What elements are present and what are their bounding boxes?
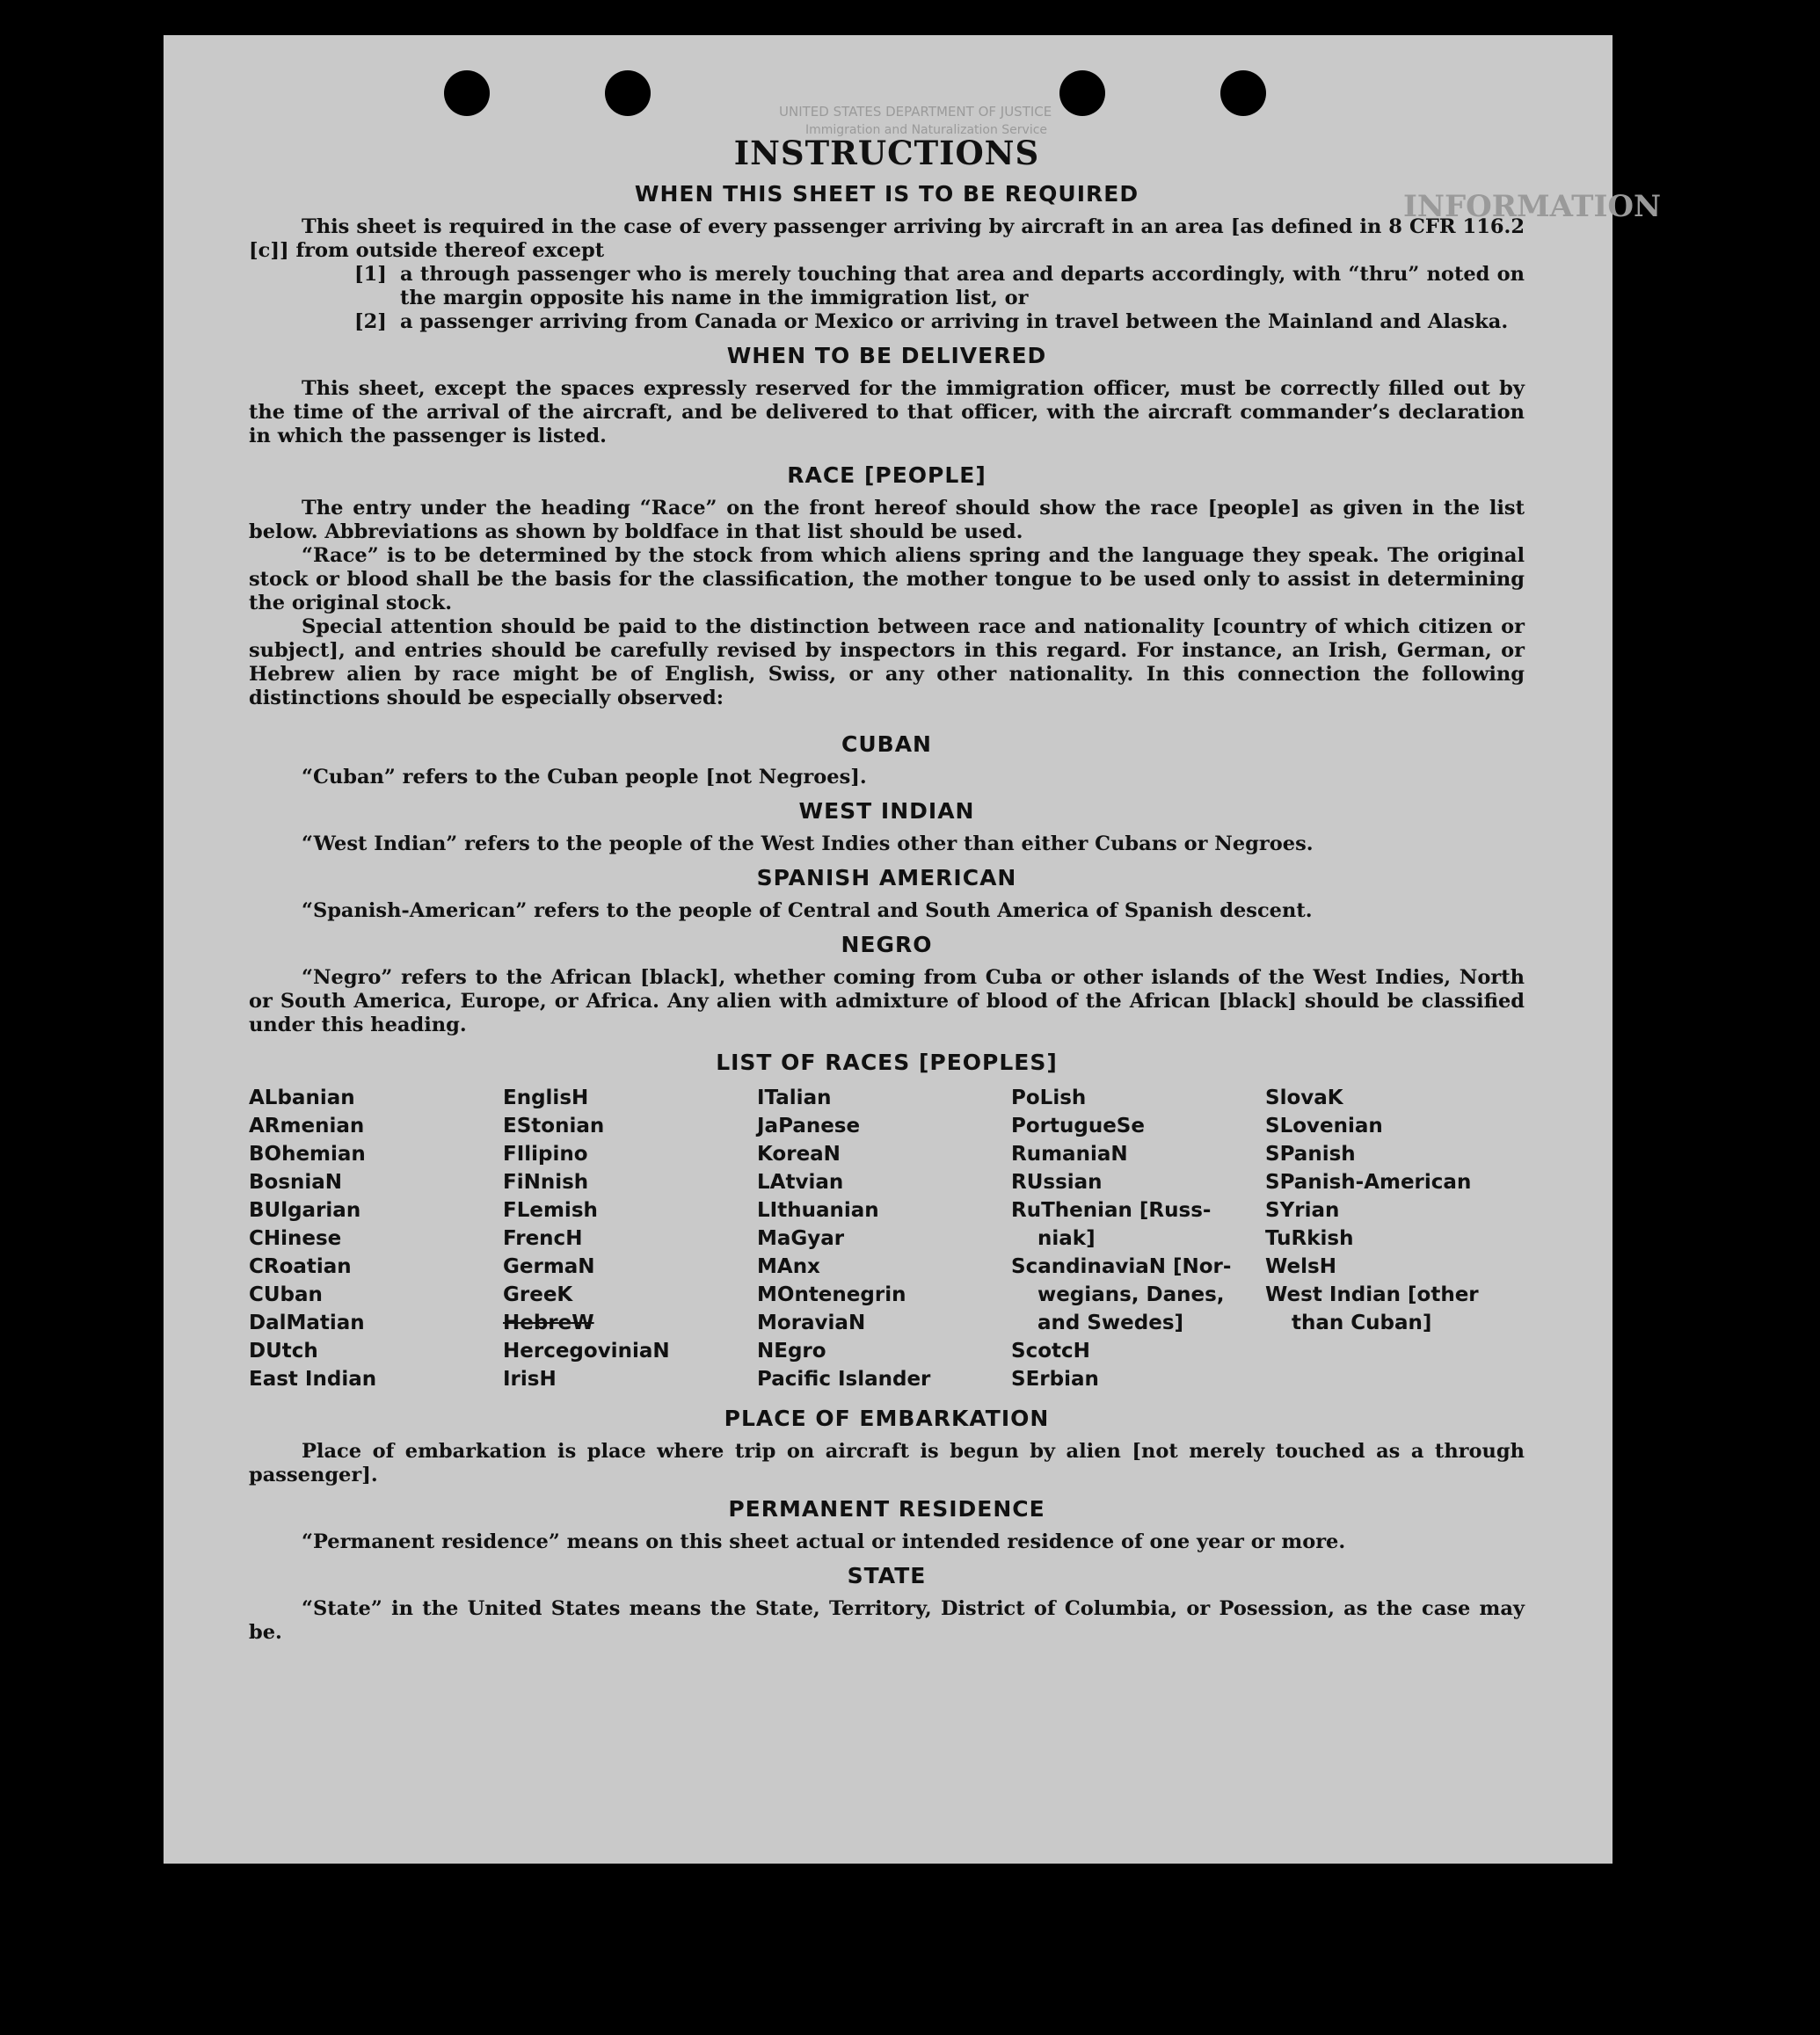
race-column bbox=[249, 1084, 503, 1393]
race-item: RuThenian [Russ- bbox=[1011, 1199, 1212, 1222]
race-item: BosniaN bbox=[249, 1171, 343, 1194]
race-item: MoraviaN bbox=[757, 1312, 866, 1334]
item-text: a passenger arriving from Canada or Mexico or arriving in travel between the Mainland and Alaska. bbox=[400, 310, 1509, 333]
race-item: East Indian bbox=[249, 1368, 377, 1391]
heading-permanent-residence: PERMANENT RESIDENCE bbox=[728, 1496, 1045, 1522]
punch-hole bbox=[1220, 70, 1266, 116]
race-item: MAnx bbox=[757, 1255, 820, 1278]
race-item: LIthuanian bbox=[757, 1199, 879, 1222]
bleed-through-information: INFORMATION bbox=[1403, 189, 1662, 224]
race-column bbox=[1265, 1084, 1519, 1393]
heading-embarkation: PLACE OF EMBARKATION bbox=[724, 1406, 1050, 1431]
punch-hole bbox=[605, 70, 651, 116]
item-text: a through passenger who is merely touching that area and departs accordingly, with “thru” noted on the margin opposite his name in the immigration list, or bbox=[400, 263, 1525, 309]
race-item: PortugueSe bbox=[1011, 1115, 1145, 1137]
heading-delivered: WHEN TO BE DELIVERED bbox=[726, 343, 1047, 368]
punch-hole bbox=[444, 70, 490, 116]
race-item: DUtch bbox=[249, 1340, 318, 1363]
race-item: FiNnish bbox=[503, 1171, 589, 1194]
race-item: KoreaN bbox=[757, 1143, 841, 1166]
race-item: ITalian bbox=[757, 1087, 832, 1109]
race-column bbox=[1011, 1084, 1265, 1393]
race-item: LAtvian bbox=[757, 1171, 844, 1194]
race-item: ALbanian bbox=[249, 1087, 355, 1109]
race-item: BUlgarian bbox=[249, 1199, 361, 1222]
race-item-continued: wegians, Danes, bbox=[1037, 1283, 1225, 1306]
race-item-struck: HebreW bbox=[503, 1312, 594, 1334]
heading-race: RACE [PEOPLE] bbox=[787, 462, 986, 488]
race-item: SlovaK bbox=[1265, 1087, 1343, 1109]
race-item-continued: than Cuban] bbox=[1292, 1312, 1432, 1334]
race-item: GreeK bbox=[503, 1283, 573, 1306]
heading-west-indian: WEST INDIAN bbox=[798, 798, 975, 824]
heading-required: WHEN THIS SHEET IS TO BE REQUIRED bbox=[634, 181, 1139, 207]
race-column bbox=[757, 1084, 1011, 1393]
race-item: EnglisH bbox=[503, 1087, 589, 1109]
race-paragraph: Special attention should be paid to the distinction between race and nationality [country of which citizen or subject], and entries should be carefully revised by inspectors in this regard. For instance, an Irish, German, or Hebrew alien by race might be of English, Swiss, or any other nationality. In this connection the following distinctions should be especially observed: bbox=[249, 615, 1525, 709]
required-intro: This sheet is required in the case of every passenger arriving by aircraft in an area [as defined in 8 CFR 116.2 [c]] from outside thereof except bbox=[249, 215, 1525, 262]
heading-negro: NEGRO bbox=[841, 932, 933, 957]
race-item: SLovenian bbox=[1265, 1115, 1383, 1137]
west-indian-text: “West Indian” refers to the people of the West Indies other than either Cubans or Negroes. bbox=[302, 832, 1314, 855]
bleed-through-agency: UNITED STATES DEPARTMENT OF JUSTICE bbox=[779, 104, 1052, 120]
item-number: [1] bbox=[354, 263, 387, 286]
punch-hole bbox=[1059, 70, 1105, 116]
race-paragraph: “Race” is to be determined by the stock from which aliens spring and the language they speak. The original stock or blood shall be the basis for the classification, the mother tongue to be used only to assist in determining the original stock. bbox=[249, 544, 1525, 614]
heading-state: STATE bbox=[847, 1563, 927, 1588]
exception-item bbox=[249, 310, 1525, 334]
exception-item bbox=[249, 263, 1525, 310]
heading-list-of-races: LIST OF RACES [PEOPLES] bbox=[716, 1050, 1058, 1075]
race-item: IrisH bbox=[503, 1368, 557, 1391]
delivered-text: This sheet, except the spaces expressly reserved for the immigration officer, must be correctly filled out by the time of the arrival of the aircraft, and be delivered to that officer, with the aircraft commander’s declaration in which the passenger is listed. bbox=[249, 377, 1525, 447]
heading-spanish-american: SPANISH AMERICAN bbox=[756, 865, 1017, 890]
race-item: CHinese bbox=[249, 1227, 342, 1250]
race-item: EStonian bbox=[503, 1115, 605, 1137]
race-paragraph: The entry under the heading “Race” on the front hereof should show the race [people] as given in the list below. Abbreviations as shown by boldface in that list should be used. bbox=[249, 497, 1525, 543]
race-item: SPanish-American bbox=[1265, 1171, 1472, 1194]
embarkation-text: Place of embarkation is place where trip on aircraft is begun by alien [not merely touched as a through passenger]. bbox=[249, 1440, 1525, 1486]
race-item: WelsH bbox=[1265, 1255, 1336, 1278]
race-item: ARmenian bbox=[249, 1115, 365, 1137]
state-text: “State” in the United States means the State, Territory, District of Columbia, or Posession, as the case may be. bbox=[249, 1597, 1525, 1644]
race-item: FrencH bbox=[503, 1227, 583, 1250]
race-item: RumaniaN bbox=[1011, 1143, 1128, 1166]
race-item: JaPanese bbox=[757, 1115, 861, 1137]
heading-cuban: CUBAN bbox=[841, 731, 932, 757]
race-column bbox=[503, 1084, 757, 1393]
race-item: Pacific Islander bbox=[757, 1368, 931, 1391]
race-item: SPanish bbox=[1265, 1143, 1356, 1166]
race-item: SErbian bbox=[1011, 1368, 1099, 1391]
race-item: FLemish bbox=[503, 1199, 598, 1222]
race-item: GermaN bbox=[503, 1255, 595, 1278]
race-item: RUssian bbox=[1011, 1171, 1103, 1194]
race-item: BOhemian bbox=[249, 1143, 366, 1166]
race-item: FIlipino bbox=[503, 1143, 588, 1166]
race-item: NEgro bbox=[757, 1340, 826, 1363]
race-item: HercegoviniaN bbox=[503, 1340, 670, 1363]
race-list bbox=[249, 1084, 1525, 1393]
race-item: PoLish bbox=[1011, 1087, 1087, 1109]
race-item-continued: and Swedes] bbox=[1037, 1312, 1184, 1334]
spanish-american-text: “Spanish-American” refers to the people of Central and South America of Spanish descent. bbox=[302, 899, 1313, 922]
cuban-text: “Cuban” refers to the Cuban people [not Negroes]. bbox=[302, 766, 867, 789]
document-page bbox=[164, 35, 1662, 1864]
race-item: TuRkish bbox=[1265, 1227, 1354, 1250]
page-title: INSTRUCTIONS bbox=[733, 134, 1040, 172]
race-item: ScotcH bbox=[1011, 1340, 1090, 1363]
race-item: SYrian bbox=[1265, 1199, 1340, 1222]
race-item: CUban bbox=[249, 1283, 323, 1306]
negro-text: “Negro” refers to the African [black], whether coming from Cuba or other islands of the West Indies, North or South America, Europe, or Africa. Any alien with admixture of blood of the African [black] should be classified under this heading. bbox=[249, 966, 1525, 1036]
bleed-through-service: Immigration and Naturalization Service bbox=[805, 123, 1048, 137]
race-item: CRoatian bbox=[249, 1255, 352, 1278]
race-item: MaGyar bbox=[757, 1227, 845, 1250]
race-item: ScandinaviaN [Nor- bbox=[1011, 1255, 1232, 1278]
race-item: West Indian [other bbox=[1265, 1283, 1479, 1306]
race-item: DalMatian bbox=[249, 1312, 365, 1334]
race-item-continued: niak] bbox=[1037, 1227, 1096, 1250]
race-item: MOntenegrin bbox=[757, 1283, 906, 1306]
residence-text: “Permanent residence” means on this sheet actual or intended residence of one year or more. bbox=[302, 1530, 1346, 1553]
item-number: [2] bbox=[354, 310, 387, 333]
